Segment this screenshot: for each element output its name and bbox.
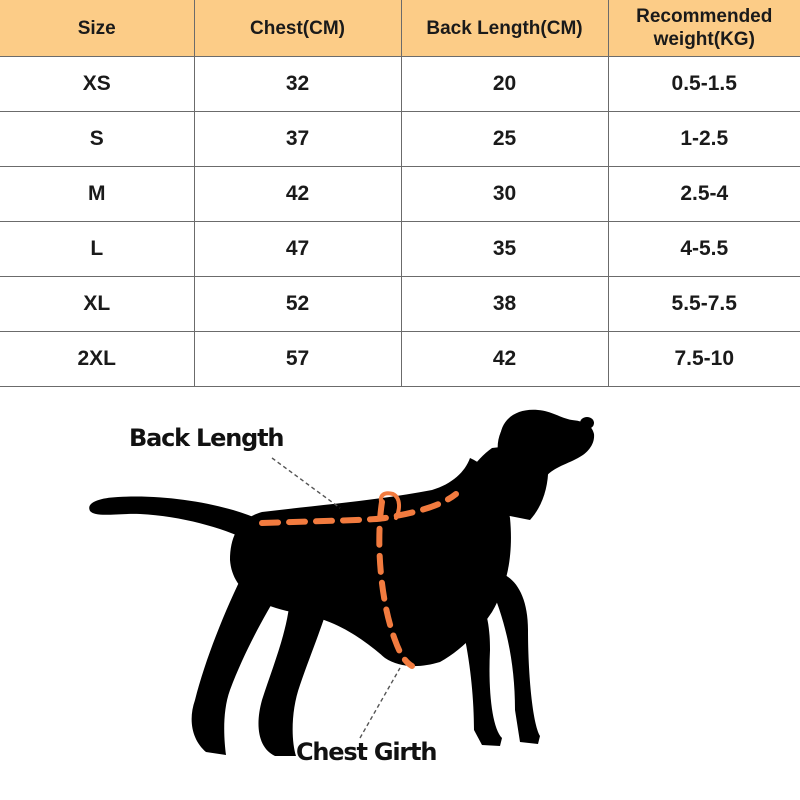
size-cell: 2XL (0, 332, 194, 387)
chest-girth-label: Chest Girth (296, 738, 437, 766)
chest-girth-pointer (360, 668, 400, 738)
table-row (0, 112, 800, 167)
header-back-length: Back Length(CM) (401, 0, 608, 57)
table-row (0, 332, 800, 387)
dog-front-leg (455, 590, 502, 746)
header-weight-line-1: Recommended (636, 6, 773, 27)
chest-cell: 57 (194, 332, 401, 387)
back-length-cell: 25 (401, 112, 608, 167)
chest-cell: 47 (194, 222, 401, 277)
back-length-cell: 35 (401, 222, 608, 277)
size-cell: XS (0, 57, 194, 112)
back-length-cell: 38 (401, 277, 608, 332)
back-length-label: Back Length (129, 424, 284, 452)
size-table (0, 0, 800, 387)
dog-silhouette-icon (89, 410, 594, 756)
dog-front-leg (490, 575, 540, 744)
table-row (0, 167, 800, 222)
table-row (0, 277, 800, 332)
back-length-pointer (272, 458, 340, 508)
measurement-diagram (0, 388, 800, 800)
chest-cell: 37 (194, 112, 401, 167)
weight-cell: 2.5-4 (608, 167, 800, 222)
chest-cell: 52 (194, 277, 401, 332)
back-length-cell: 30 (401, 167, 608, 222)
dog-hind-leg (258, 585, 330, 756)
chest-cell: 32 (194, 57, 401, 112)
back-length-cell: 20 (401, 57, 608, 112)
weight-cell: 1-2.5 (608, 112, 800, 167)
table-header-row (0, 0, 800, 57)
chest-cell: 42 (194, 167, 401, 222)
header-weight-line-2: weight(KG) (653, 29, 755, 50)
header-size: Size (0, 0, 194, 57)
weight-cell: 5.5-7.5 (608, 277, 800, 332)
header-chest: Chest(CM) (194, 0, 401, 57)
weight-cell: 0.5-1.5 (608, 57, 800, 112)
size-cell: S (0, 112, 194, 167)
weight-cell: 4-5.5 (608, 222, 800, 277)
header-recommended-weight (608, 0, 800, 57)
back-length-cell: 42 (401, 332, 608, 387)
size-cell: M (0, 167, 194, 222)
table-row (0, 57, 800, 112)
table-row (0, 222, 800, 277)
dog-nose (580, 417, 594, 429)
weight-cell: 7.5-10 (608, 332, 800, 387)
size-cell: L (0, 222, 194, 277)
size-cell: XL (0, 277, 194, 332)
